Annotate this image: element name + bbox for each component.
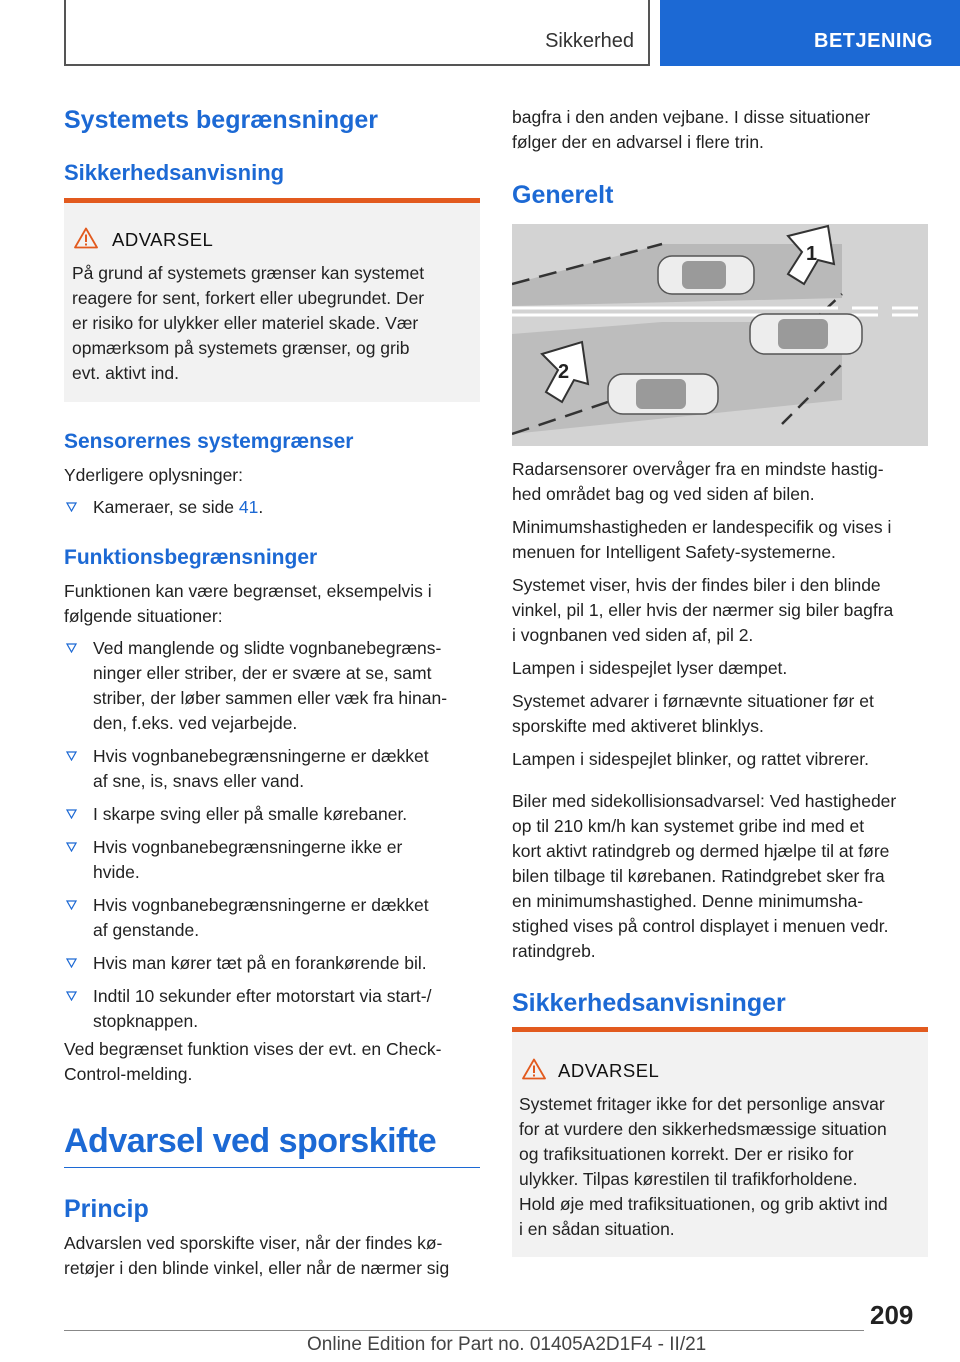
bullet-line: af genstande.	[93, 920, 200, 940]
road-diagram	[512, 224, 928, 446]
warning-text	[519, 1092, 888, 1242]
text-line: kort aktivt ratindgreb og dermed hjælpe til at føre	[512, 841, 890, 861]
warning-text	[72, 261, 424, 386]
bullet-triangle-icon	[66, 643, 77, 653]
paragraph	[512, 573, 932, 648]
text-line: stighed vises på control displayet i menuen vedr.	[512, 916, 889, 936]
text-line: Control-melding.	[64, 1064, 193, 1084]
text-line: i vognbanen ved siden af, pil 2.	[512, 625, 754, 645]
sensor-intro: Yderligere oplysninger:	[64, 465, 243, 485]
bullet-line: Hvis vognbanebegrænsningerne ikke er	[93, 837, 403, 857]
car-icon	[750, 314, 862, 354]
paragraph	[512, 689, 932, 739]
page-link[interactable]: 41	[238, 497, 259, 517]
text-line: bagfra i den anden vejbane. I disse situationer	[512, 107, 871, 127]
text-line: vinkel, pil 1, eller hvis der nærmer sig biler bagfra	[512, 600, 894, 620]
warning-box-2	[512, 1027, 928, 1257]
list-item	[64, 984, 484, 1034]
header-chapter-label: BETJENING	[814, 30, 933, 52]
car-icon	[608, 374, 718, 414]
bullet-line: ninger eller striber, der er svære at se, samt	[93, 663, 432, 683]
text-line: Systemet viser, hvis der findes biler i den blinde	[512, 575, 881, 595]
heading-function-limits: Funktionsbegrænsninger	[64, 546, 318, 569]
bullet-triangle-icon	[66, 900, 77, 910]
paragraph	[512, 747, 932, 772]
text-line: Ved begrænset funktion vises der evt. en Check-	[64, 1039, 442, 1059]
text-line: følgende situationer:	[64, 606, 223, 626]
warning-line: Hold øje med trafiksituationen, og grib aktivt ind	[519, 1194, 888, 1214]
bullet-line: Hvis vognbanebegrænsningerne er dækket	[93, 746, 429, 766]
text-line: Advarslen ved sporskifte viser, når der findes kø-	[64, 1233, 443, 1253]
list-item	[64, 951, 484, 976]
warning-line: ulykker. Tilpas kørestilen til trafikforholdene.	[519, 1169, 858, 1189]
arrow-1-label: 1	[806, 243, 818, 265]
principle-text	[64, 1231, 449, 1281]
warning-line: evt. aktivt ind.	[72, 363, 179, 383]
warning-triangle-icon	[74, 227, 98, 249]
bullet-line: Hvis man kører tæt på en forankørende bil.	[93, 953, 427, 973]
text-line: hed området bag og ved siden af bilen.	[512, 484, 815, 504]
warning-label: ADVARSEL	[558, 1060, 660, 1081]
text-line: Systemet advarer i førnævnte situationer før et	[512, 691, 874, 711]
sensor-bullet-list	[64, 495, 480, 528]
warning-line: i en sådan situation.	[519, 1219, 675, 1239]
bullet-triangle-icon	[66, 958, 77, 968]
function-bullet-list	[64, 636, 484, 1042]
header-chapter-tab	[660, 0, 960, 66]
bullet-line: Indtil 10 sekunder efter motorstart via start-/	[93, 986, 432, 1006]
bullet-text: Kameraer, se side	[93, 497, 239, 517]
bullet-line: af sne, is, snavs eller vand.	[93, 771, 305, 791]
list-item	[64, 636, 484, 736]
text-line: retøjer i den blinde vinkel, eller når de nærmer sig	[64, 1258, 450, 1278]
function-intro	[64, 579, 432, 629]
warning-line: for at vurdere den sikkerhedsmæssige situation	[519, 1119, 887, 1139]
paragraph	[512, 457, 932, 507]
text-line: en minimumshastighed. Denne minimumsha-	[512, 891, 864, 911]
text-line: Lampen i sidespejlet lyser dæmpet.	[512, 658, 788, 678]
chapter-title-lane-change: Advarsel ved sporskifte	[64, 1122, 437, 1160]
bullet-triangle-icon	[66, 502, 77, 512]
continued-text	[512, 105, 870, 155]
general-paragraphs	[512, 457, 932, 972]
text-line: menuen for Intelligent Safety-systemerne.	[512, 542, 836, 562]
bullet-triangle-icon	[66, 991, 77, 1001]
bullet-triangle-icon	[66, 809, 77, 819]
warning-line: og trafiksituationen korrekt. Der er risiko for	[519, 1144, 854, 1164]
warning-box-1	[64, 198, 480, 402]
lane-change-illustration	[512, 224, 928, 446]
bullet-line: Ved manglende og slidte vognbanebegræns-	[93, 638, 442, 658]
list-item	[64, 495, 480, 520]
bullet-text-end: .	[258, 497, 264, 517]
text-line: sporskifte med aktiveret blinklys.	[512, 716, 764, 736]
paragraph	[512, 789, 932, 964]
warning-label: ADVARSEL	[112, 229, 214, 250]
bullet-triangle-icon	[66, 842, 77, 852]
warning-line: Systemet fritager ikke for det personlige ansvar	[519, 1094, 885, 1114]
text-line: Biler med sidekollisionsadvarsel: Ved hastigheder	[512, 791, 897, 811]
car-icon	[658, 256, 754, 294]
warning-line: På grund af systemets grænser kan systemet	[72, 263, 425, 283]
bullet-line: I skarpe sving eller på smalle kørebaner.	[93, 804, 408, 824]
paragraph	[512, 515, 932, 565]
text-line: bilen tilbage til kørebanen. Ratindgrebet sker fra	[512, 866, 885, 886]
function-after-text	[64, 1037, 441, 1087]
header-section-box	[64, 0, 650, 66]
text-line: ratindgreb.	[512, 941, 596, 961]
bullet-line: hvide.	[93, 862, 140, 882]
warning-triangle-icon	[522, 1058, 546, 1080]
text-line: op til 210 km/h kan systemet gribe ind med et	[512, 816, 865, 836]
bullet-line: den, f.eks. ved vejarbejde.	[93, 713, 298, 733]
page-number: 209	[870, 1300, 914, 1330]
list-item	[64, 893, 484, 943]
footer-edition: Online Edition for Part no. 01405A2D1F4 - II/21	[307, 1334, 707, 1355]
heading-sensor-limits: Sensorernes systemgrænser	[64, 430, 354, 453]
list-item	[64, 744, 484, 794]
list-item	[64, 802, 484, 827]
subsection-title-safety-note: Sikkerhedsanvisning	[64, 160, 285, 185]
title-underline	[64, 1167, 480, 1168]
footer-rule	[64, 1330, 864, 1331]
bullet-line: striber, der løber sammen eller væk fra hinan-	[93, 688, 448, 708]
text-line: Minimumshastigheden er landespecifik og vises i	[512, 517, 892, 537]
bullet-line: Hvis vognbanebegrænsningerne er dækket	[93, 895, 429, 915]
text-line: Lampen i sidespejlet blinker, og rattet vibrerer.	[512, 749, 869, 769]
arrow-2-label: 2	[558, 361, 570, 383]
warning-line: reagere for sent, forkert eller ubegrundet. Der	[72, 288, 425, 308]
text-line: Radarsensorer overvåger fra en mindste hastig-	[512, 459, 884, 479]
warning-line: er risiko for ulykker eller materiel skade. Vær	[72, 313, 419, 333]
list-item	[64, 835, 484, 885]
bullet-line: stopknappen.	[93, 1011, 199, 1031]
heading-general: Generelt	[512, 181, 614, 209]
bullet-triangle-icon	[66, 751, 77, 761]
heading-principle: Princip	[64, 1195, 149, 1223]
section-title-limitations: Systemets begrænsninger	[64, 106, 378, 134]
header-section-title: Sikkerhed	[545, 30, 634, 52]
warning-line: opmærksom på systemets grænser, og grib	[72, 338, 410, 358]
text-line: Funktionen kan være begrænset, eksempelvis i	[64, 581, 432, 601]
heading-safety-notes: Sikkerhedsanvisninger	[512, 989, 786, 1017]
text-line: følger der en advarsel i flere trin.	[512, 132, 764, 152]
paragraph	[512, 656, 932, 681]
